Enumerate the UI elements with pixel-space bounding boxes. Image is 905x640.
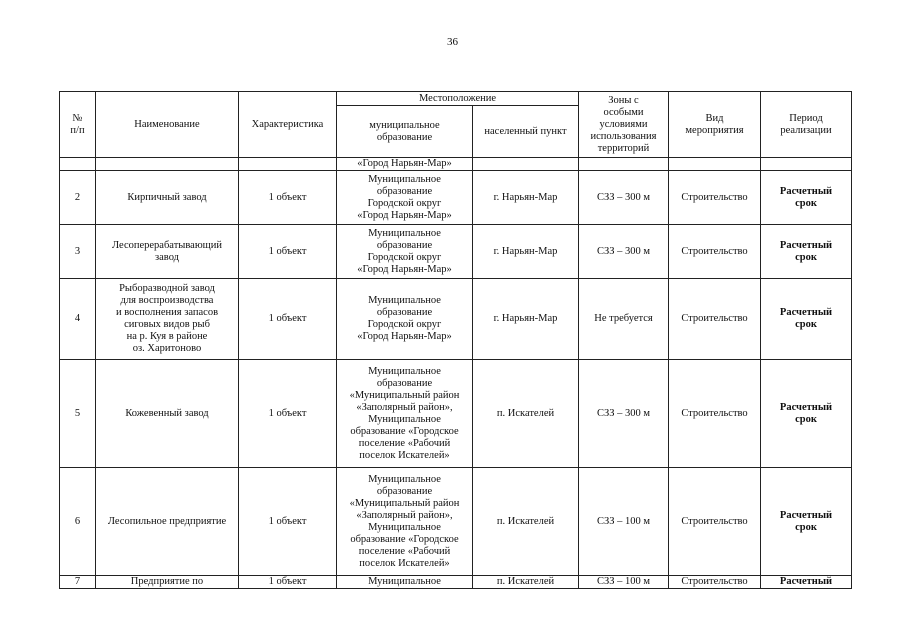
cell-municipality: Муниципальное образование Городской округ «Город Нарьян-Мар» — [337, 171, 473, 225]
header-municipality: муниципальное образование — [337, 106, 473, 158]
cell-characteristic: 1 объект — [239, 360, 337, 468]
header-zones: Зоны с особыми условиями использования территорий — [579, 92, 669, 158]
cell-name: Кирпичный завод — [96, 171, 239, 225]
cell-num: 4 — [60, 279, 96, 360]
cell-zones: СЗЗ – 100 м — [579, 576, 669, 589]
cell-zones: СЗЗ – 300 м — [579, 225, 669, 279]
cell-num: 7 — [60, 576, 96, 589]
header-period: Период реализации — [761, 92, 852, 158]
page-number: 36 — [447, 36, 458, 48]
cell-num: 3 — [60, 225, 96, 279]
facilities-table — [59, 91, 852, 589]
table-row — [60, 360, 852, 468]
cell-name: Рыборазводной завод для воспроизводства и восполнения запасов сиговых видов рыб на р. Куя в районе оз. Харитоново — [96, 279, 239, 360]
cell-zones: СЗЗ – 300 м — [579, 360, 669, 468]
header-location: Местоположение — [337, 92, 579, 106]
cell-num: 6 — [60, 468, 96, 576]
cell-municipality: Муниципальное образование Городской округ «Город Нарьян-Мар» — [337, 279, 473, 360]
continuation-row — [60, 158, 852, 171]
cell-name: Лесопильное предприятие — [96, 468, 239, 576]
cell-municipality: «Город Нарьян-Мар» — [337, 158, 473, 171]
cell-activity: Строительство — [669, 576, 761, 589]
header-activity: Вид мероприятия — [669, 92, 761, 158]
cell-period: Расчетный срок — [761, 225, 852, 279]
table-row — [60, 225, 852, 279]
cell-period: Расчетный срок — [761, 468, 852, 576]
cell-period: Расчетный срок — [761, 360, 852, 468]
cell-municipality: Муниципальное — [337, 576, 473, 589]
table-row — [60, 468, 852, 576]
cell-num: 2 — [60, 171, 96, 225]
cell-settlement: г. Нарьян-Мар — [473, 171, 579, 225]
header-name: Наименование — [96, 92, 239, 158]
cell-activity: Строительство — [669, 279, 761, 360]
cell-period: Расчетный — [761, 576, 852, 589]
cell-zones: Не требуется — [579, 279, 669, 360]
cell-settlement: п. Искателей — [473, 468, 579, 576]
cell-activity: Строительство — [669, 225, 761, 279]
cell-municipality: Муниципальное образование «Муниципальный район «Заполярный район», Муниципальное образование «Городское поселение «Рабочий поселок Искателей» — [337, 468, 473, 576]
cell-characteristic: 1 объект — [239, 279, 337, 360]
header-num: № п/п — [60, 92, 96, 158]
cell-characteristic: 1 объект — [239, 576, 337, 589]
cell-settlement: п. Искателей — [473, 360, 579, 468]
cell-period: Расчетный срок — [761, 279, 852, 360]
cell-activity: Строительство — [669, 171, 761, 225]
table-row — [60, 279, 852, 360]
cell-settlement: г. Нарьян-Мар — [473, 279, 579, 360]
table-row — [60, 171, 852, 225]
cell-settlement: г. Нарьян-Мар — [473, 225, 579, 279]
cell-zones: СЗЗ – 100 м — [579, 468, 669, 576]
cell-zones: СЗЗ – 300 м — [579, 171, 669, 225]
cell-characteristic: 1 объект — [239, 171, 337, 225]
cell-municipality: Муниципальное образование «Муниципальный район «Заполярный район», Муниципальное образование «Городское поселение «Рабочий поселок Искателей» — [337, 360, 473, 468]
cell-name: Предприятие по — [96, 576, 239, 589]
header-characteristic: Характеристика — [239, 92, 337, 158]
table-header — [60, 92, 852, 158]
cell-settlement: п. Искателей — [473, 576, 579, 589]
cell-characteristic: 1 объект — [239, 225, 337, 279]
cell-activity: Строительство — [669, 468, 761, 576]
header-settlement: населенный пункт — [473, 106, 579, 158]
cell-municipality: Муниципальное образование Городской округ «Город Нарьян-Мар» — [337, 225, 473, 279]
cell-num: 5 — [60, 360, 96, 468]
cell-period: Расчетный срок — [761, 171, 852, 225]
cell-name: Лесоперерабатывающий завод — [96, 225, 239, 279]
cell-name: Кожевенный завод — [96, 360, 239, 468]
table-row — [60, 576, 852, 589]
cell-activity: Строительство — [669, 360, 761, 468]
cell-characteristic: 1 объект — [239, 468, 337, 576]
